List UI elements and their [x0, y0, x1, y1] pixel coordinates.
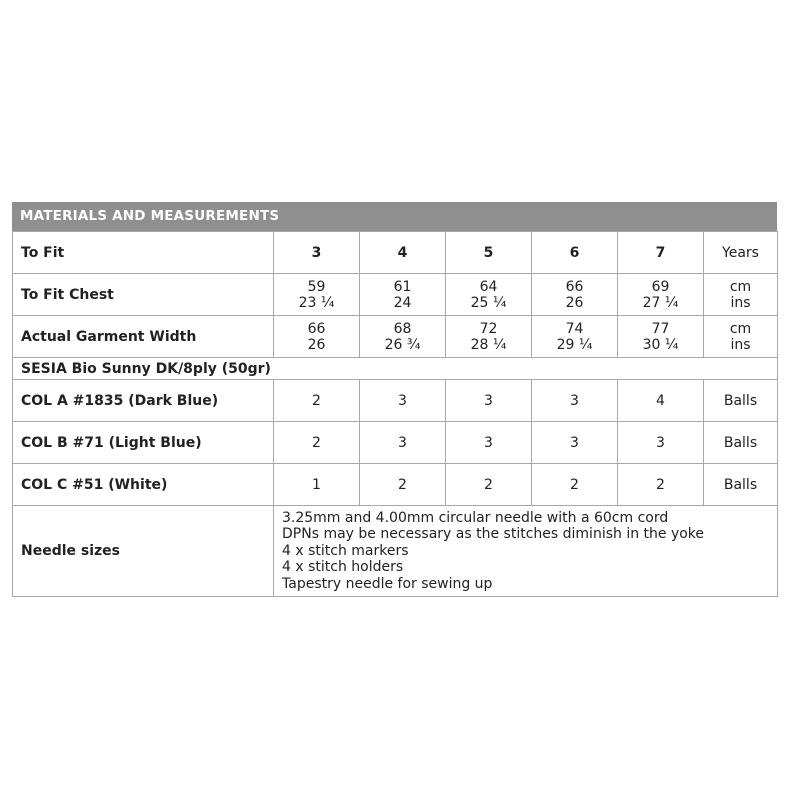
cm-value: 64: [479, 278, 498, 295]
balls-cell: 3: [618, 422, 704, 464]
size-cell: 5: [446, 232, 532, 274]
measure-cell: [274, 274, 360, 316]
yarn-heading-row: [13, 358, 778, 380]
ins-value: 26 ¾: [384, 336, 421, 353]
ins-value: 24: [393, 294, 412, 311]
cm-value: 74: [565, 320, 584, 337]
measure-cell: [360, 274, 446, 316]
balls-cell: 2: [532, 464, 618, 506]
size-cell: 4: [360, 232, 446, 274]
unit-cell: [704, 274, 778, 316]
measure-cell: [274, 316, 360, 358]
balls-cell: 1: [274, 464, 360, 506]
cm-value: 69: [651, 278, 670, 295]
unit-ins: ins: [730, 294, 751, 311]
measure-cell: [532, 316, 618, 358]
unit-ins: ins: [730, 336, 751, 353]
col-c-row: [13, 464, 778, 506]
cm-value: 59: [307, 278, 326, 295]
actual-garment-width-row: [13, 316, 778, 358]
cm-value: 66: [307, 320, 326, 337]
size-cell: 3: [274, 232, 360, 274]
unit-cm: cm: [729, 278, 752, 295]
measure-cell: [446, 274, 532, 316]
needle-sizes-row: [13, 506, 778, 597]
balls-cell: 4: [618, 380, 704, 422]
ins-value: 28 ¼: [470, 336, 507, 353]
ins-value: 25 ¼: [470, 294, 507, 311]
needle-line: 3.25mm and 4.00mm circular needle with a 60cm cord: [282, 509, 669, 526]
cm-value: 66: [565, 278, 584, 295]
row-label: Needle sizes: [13, 506, 274, 597]
balls-cell: 2: [446, 464, 532, 506]
size-cell: 7: [618, 232, 704, 274]
balls-cell: 3: [446, 422, 532, 464]
needle-line: Tapestry needle for sewing up: [282, 575, 493, 592]
balls-cell: 3: [532, 380, 618, 422]
row-label: COL B #71 (Light Blue): [13, 422, 274, 464]
ins-value: 23 ¼: [298, 294, 335, 311]
balls-cell: 2: [274, 380, 360, 422]
row-label: To Fit Chest: [13, 274, 274, 316]
table-title: MATERIALS AND MEASUREMENTS: [12, 202, 777, 231]
unit-cm: cm: [729, 320, 752, 337]
col-b-row: [13, 422, 778, 464]
balls-cell: 2: [274, 422, 360, 464]
row-label: Actual Garment Width: [13, 316, 274, 358]
balls-cell: 2: [360, 464, 446, 506]
ins-value: 29 ¼: [556, 336, 593, 353]
ins-value: 27 ¼: [642, 294, 679, 311]
row-label: COL A #1835 (Dark Blue): [13, 380, 274, 422]
measure-cell: [618, 274, 704, 316]
cm-value: 68: [393, 320, 412, 337]
balls-cell: 3: [360, 422, 446, 464]
ins-value: 30 ¼: [642, 336, 679, 353]
ins-value: 26: [565, 294, 584, 311]
col-a-row: [13, 380, 778, 422]
cm-value: 61: [393, 278, 412, 295]
materials-table: [12, 231, 778, 597]
measure-cell: [532, 274, 618, 316]
ins-value: 26: [307, 336, 326, 353]
balls-cell: 2: [618, 464, 704, 506]
unit-cell: Years: [704, 232, 778, 274]
cm-value: 72: [479, 320, 498, 337]
balls-cell: 3: [446, 380, 532, 422]
size-cell: 6: [532, 232, 618, 274]
unit-cell: Balls: [704, 380, 778, 422]
measure-cell: [360, 316, 446, 358]
balls-cell: 3: [360, 380, 446, 422]
measure-cell: [618, 316, 704, 358]
needle-line: 4 x stitch markers: [282, 542, 409, 559]
needle-list: [274, 506, 778, 597]
cm-value: 77: [651, 320, 670, 337]
to-fit-chest-row: [13, 274, 778, 316]
measure-cell: [446, 316, 532, 358]
row-label: To Fit: [13, 232, 274, 274]
needle-line: DPNs may be necessary as the stitches diminish in the yoke: [282, 526, 705, 543]
needle-line: 4 x stitch holders: [282, 559, 404, 576]
balls-cell: 3: [532, 422, 618, 464]
unit-cell: Balls: [704, 464, 778, 506]
materials-table-container: [12, 202, 777, 597]
unit-cell: [704, 316, 778, 358]
row-label: COL C #51 (White): [13, 464, 274, 506]
to-fit-row: [13, 232, 778, 274]
yarn-heading: SESIA Bio Sunny DK/8ply (50gr): [13, 358, 778, 380]
unit-cell: Balls: [704, 422, 778, 464]
